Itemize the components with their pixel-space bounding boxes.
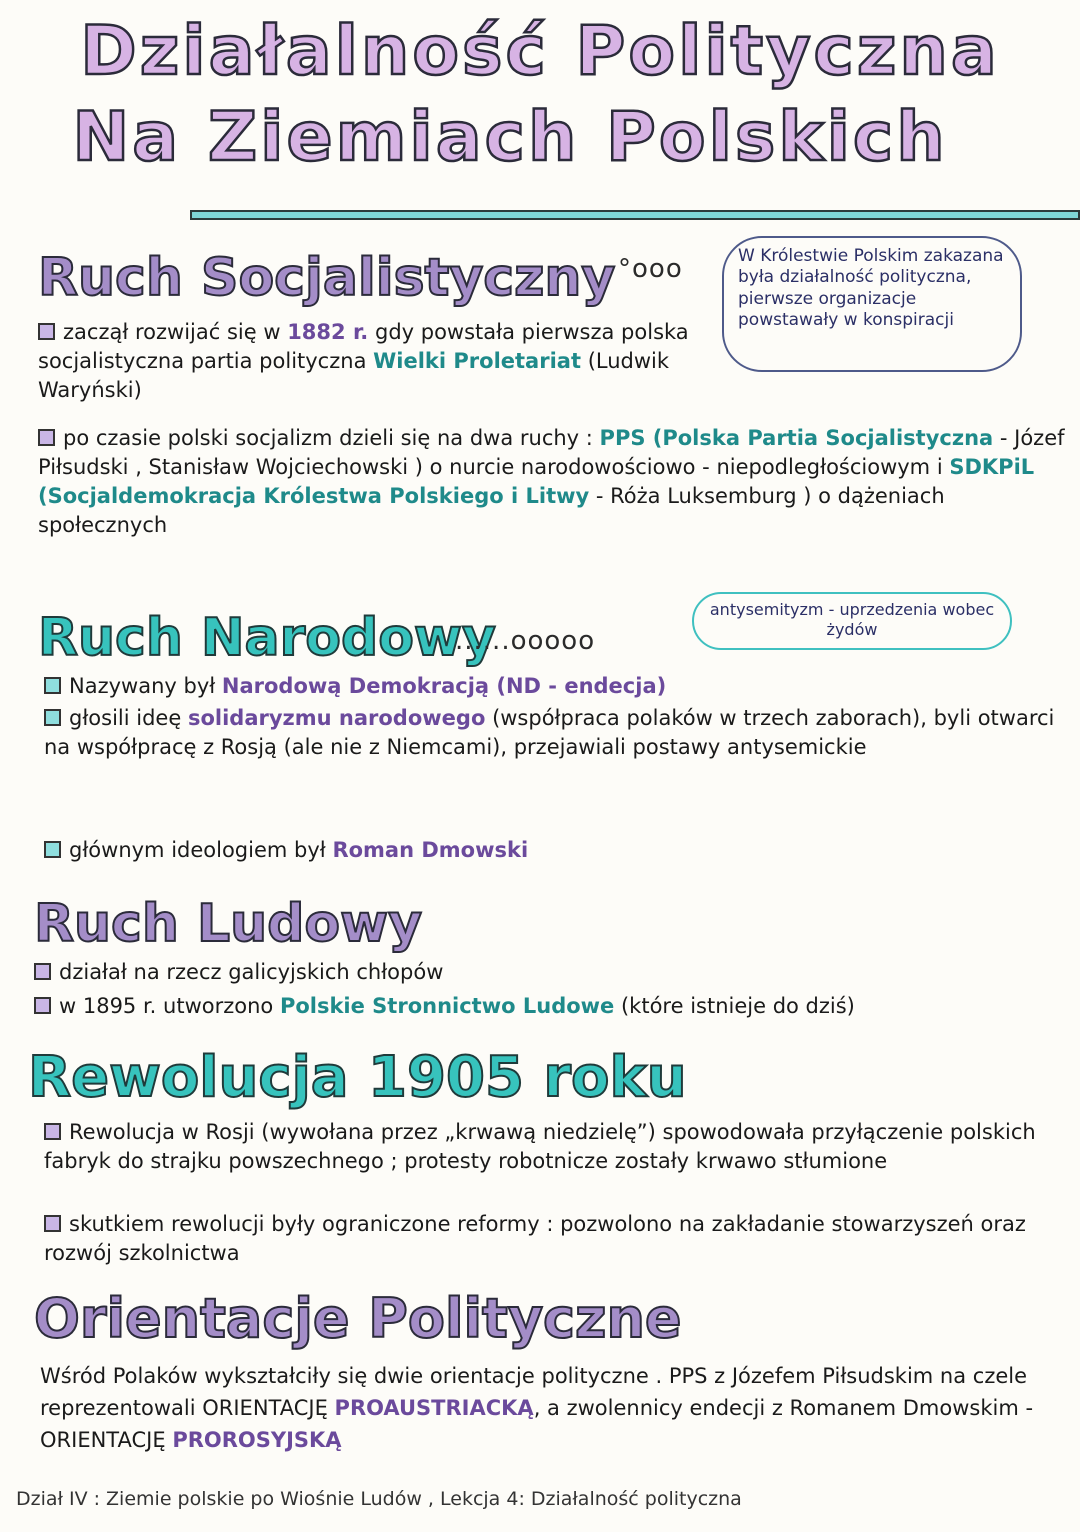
note-cloud-socialist: W Królestwie Polskim zakazana była działalność polityczna, pierwsze organizacje powstawały w konspiracji <box>722 236 1022 372</box>
heading-revolution: Rewolucja 1905 roku <box>28 1045 687 1110</box>
footer-lesson-info: Dział IV : Ziemie polskie po Wiośnie Ludów , Lekcja 4: Działalność polityczna <box>16 1488 742 1510</box>
bullet-box <box>44 709 61 726</box>
bullet-box <box>44 1215 61 1232</box>
heading-socialist: Ruch Socjalistyczny <box>38 248 616 308</box>
national-bullet-1: Nazywany był Narodową Demokracją (ND - endecja) <box>44 672 1064 701</box>
socialist-bullet-1: zaczął rozwijać się w 1882 r. gdy powstała pierwsza polska socjalistyczna partia polityczna Wielki Proletariat (Ludwik Waryński) <box>38 320 689 402</box>
heading-socialist-dots: °ooo <box>618 254 683 284</box>
bullet-box <box>44 841 61 858</box>
heading-orientations: Orientacje Polityczne <box>34 1287 682 1350</box>
heading-national: Ruch Narodowy <box>38 608 496 668</box>
peasant-bullet-2: w 1895 r. utworzono Polskie Stronnictwo Ludowe (które istnieje do dziś) <box>34 992 1064 1021</box>
note-cloud-national: antysemityzm - uprzedzenia wobec żydów <box>692 592 1012 650</box>
bullet-box <box>34 997 51 1014</box>
orientations-paragraph: Wśród Polaków wykształciły się dwie orientacje polityczne . PPS z Józefem Piłsudskim na czele reprezentowali ORIENTACJĘ PROAUSTRIACKĄ, a zwolennicy endecji z Romanem Dmowskim - ORIENTACJĘ PROROSYJSKĄ <box>40 1364 1034 1452</box>
bullet-box <box>44 677 61 694</box>
bullet-box <box>38 323 55 340</box>
peasant-bullet-1: działał na rzecz galicyjskich chłopów <box>34 958 1064 987</box>
revolution-bullet-2: skutkiem rewolucji były ograniczone reformy : pozwolono na zakładanie stowarzyszeń oraz rozwój szkolnictwa <box>44 1212 1026 1265</box>
revolution-bullet-1: Rewolucja w Rosji (wywołana przez „krwawą niedzielę”) spowodowała przyłączenie polskich fabryk do strajku powszechnego ; protesty robotnicze zostały krwawo stłumione <box>44 1120 1036 1173</box>
national-bullet-2: głosili ideę solidaryzmu narodowego (współpraca polaków w trzech zaborach), byli otwarci na współpracę z Rosją (ale nie z Niemcami), przejawiali postawy antysemickie <box>44 706 1055 759</box>
bullet-box <box>44 1123 61 1140</box>
national-bullet-3: głównym ideologiem był Roman Dmowski <box>44 836 1064 865</box>
page-title-line-1: Działalność Polityczna <box>80 12 1000 91</box>
title-underline <box>190 210 1080 220</box>
page-title-line-2: Na Ziemiach Polskich <box>72 98 948 177</box>
bullet-box <box>34 963 51 980</box>
bullet-box <box>38 429 55 446</box>
heading-national-dots: ......ooooo <box>455 626 596 656</box>
socialist-bullet-2: po czasie polski socjalizm dzieli się na dwa ruchy : PPS (Polska Partia Socjalistyczna - Józef Piłsudski , Stanisław Wojciechowski ) o nurcie narodowościowo - niepodległościowym i SDKPiL (Socjaldemokracja Królestwa Polskiego i Litwy - Róża Luksemburg ) o dążeniach społecznych <box>38 426 1065 537</box>
heading-peasant: Ruch Ludowy <box>34 894 423 954</box>
